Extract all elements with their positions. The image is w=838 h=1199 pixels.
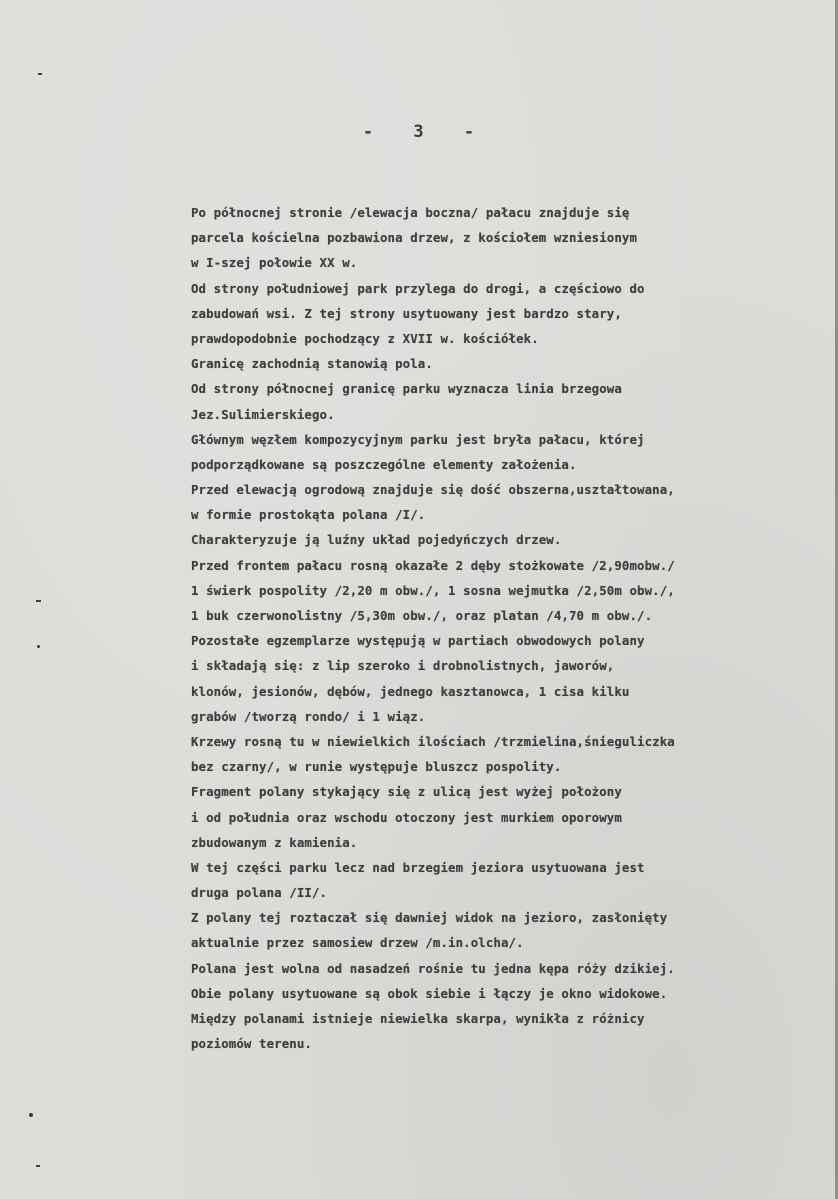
text-line: Polana jest wolna od nasadzeń rośnie tu jedna kępa róży dzikiej. xyxy=(191,960,675,976)
text-line: Przed elewacją ogrodową znajduje się dość obszerna,uształtowana, xyxy=(191,482,675,498)
text-line: bez czarny/, w runie występuje bluszcz pospolity. xyxy=(191,759,562,775)
text-line: Granicę zachodnią stanowią pola. xyxy=(191,356,433,372)
text-line: Z polany tej roztaczał się dawniej widok na jezioro, zasłonięty xyxy=(191,910,668,926)
text-line: Od strony południowej park przylega do drogi, a częściowo do xyxy=(191,280,645,296)
text-line: grabów /tworzą rondo/ i 1 wiąz. xyxy=(191,708,426,724)
text-line: Jez.Sulimierskiego. xyxy=(191,406,335,422)
text-line: prawdopodobnie pochodzący z XVII w. kościółek. xyxy=(191,330,539,346)
text-line: zbudowanym z kamienia. xyxy=(191,834,358,850)
text-line: Obie polany usytuowane są obok siebie i łączy je okno widokowe. xyxy=(191,985,668,1001)
punch-mark xyxy=(36,600,41,602)
text-line: Od strony północnej granicę parku wyznacza linia brzegowa xyxy=(191,381,622,397)
text-line: Przed frontem pałacu rosną okazałe 2 dęby stożkowate /2,90mobw./ xyxy=(191,557,675,573)
text-line: W tej części parku lecz nad brzegiem jeziora usytuowana jest xyxy=(191,859,645,875)
text-line: poziomów terenu. xyxy=(191,1036,312,1052)
text-line: i składają się: z lip szeroko i drobnolistnych, jaworów, xyxy=(191,658,615,674)
punch-mark xyxy=(38,73,42,75)
page-number: - 3 - xyxy=(362,122,476,142)
punch-mark xyxy=(37,645,40,648)
text-line: i od południa oraz wschodu otoczony jest murkiem oporowym xyxy=(191,809,622,825)
text-line: 1 buk czerwonolistny /5,30m obw./, oraz platan /4,70 m obw./. xyxy=(191,608,653,623)
document-body xyxy=(191,200,831,1056)
text-line: zabudowań wsi. Z tej strony usytuowany jest bardzo stary, xyxy=(191,305,622,321)
text-line: klonów, jesionów, dębów, jednego kasztanowca, 1 cisa kilku xyxy=(191,683,630,699)
punch-mark xyxy=(36,1165,40,1167)
text-line: Charakteryzuje ją luźny układ pojedyńczych drzew. xyxy=(191,532,562,548)
text-line: w I-szej połowie XX w. xyxy=(191,255,358,271)
text-line: Pozostałe egzemplarze występują w partiach obwodowych polany xyxy=(191,633,645,649)
text-line: podporządkowane są poszczególne elementy założenia. xyxy=(191,456,577,472)
text-line: 1 świerk pospolity /2,20 m obw./, 1 sosna wejmutka /2,50m obw./, xyxy=(191,582,675,598)
text-line: Po północnej stronie /elewacja boczna/ pałacu znajduje się xyxy=(191,205,630,220)
text-line: Głównym węzłem kompozycyjnym parku jest bryła pałacu, której xyxy=(191,431,645,447)
text-line: Fragment polany stykający się z ulicą jest wyżej położony xyxy=(191,784,622,800)
text-line: aktualnie przez samosiew drzew /m.in.olcha/. xyxy=(191,935,524,951)
punch-mark xyxy=(29,1113,33,1117)
text-line: druga polana /II/. xyxy=(191,885,328,901)
text-line: parcela kościelna pozbawiona drzew, z kościołem wzniesionym xyxy=(191,230,638,246)
text-line: w formie prostokąta polana /I/. xyxy=(191,507,426,523)
text-line: Krzewy rosną tu w niewielkich ilościach /trzmielina,śnieguliczka xyxy=(191,733,675,749)
text-line: Między polanami istnieje niewielka skarpa, wynikła z różnicy xyxy=(191,1011,645,1026)
